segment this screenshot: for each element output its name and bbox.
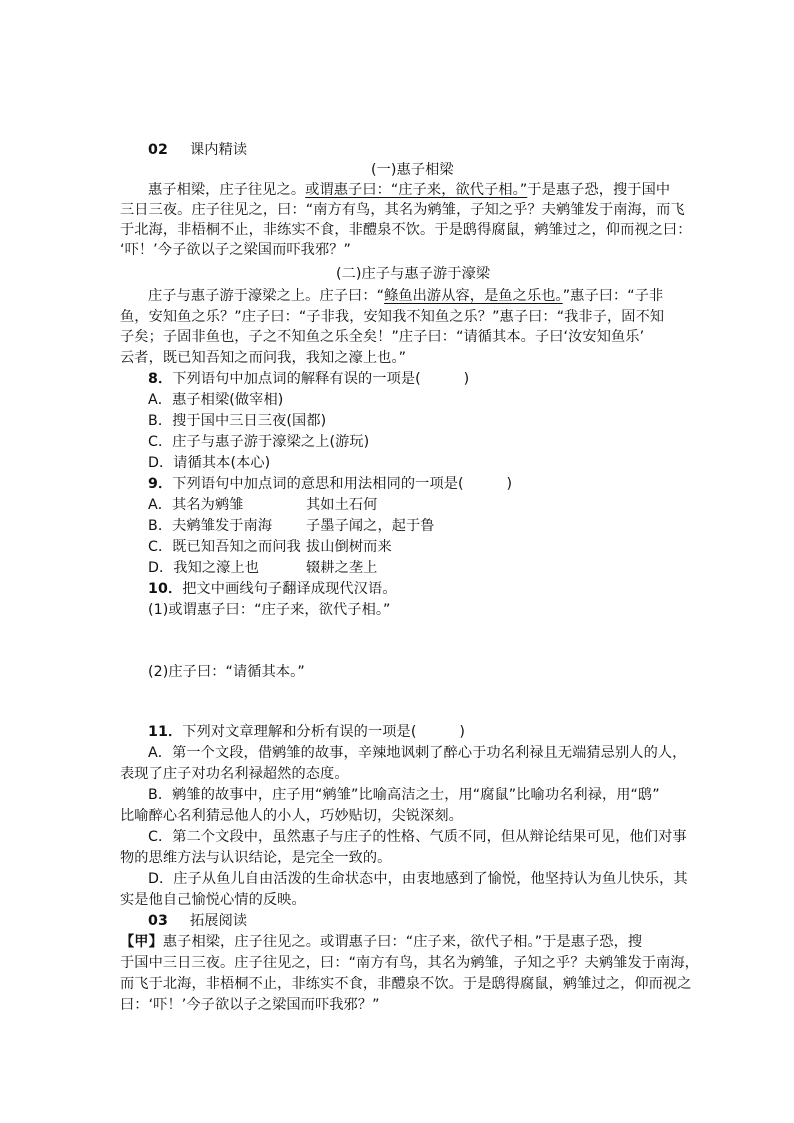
question-stem: 下列对文章理解和分析有误的一项是( ) <box>182 724 465 740</box>
option-c-compare: 拔山倒树而来 <box>306 539 392 555</box>
passage-title: (一)惠子相梁 <box>371 162 454 178</box>
underlined-sentence: 鲦鱼出游从容，是鱼之乐也。 <box>384 288 563 304</box>
question-number: 10． <box>148 581 183 597</box>
sub-question-1: (1)或谓惠子曰：“庄子来，欲代子相。” <box>148 602 391 618</box>
passage-text: 惠子相梁，庄子往见之。 <box>148 182 306 198</box>
section-title: 课内精读 <box>190 142 248 158</box>
section-number: 03 <box>148 913 168 929</box>
passage-line <box>120 932 642 952</box>
passage-line: 于北海，非梧桐不止，非练实不食，非醴泉不饮。于是鸱得腐鼠，鹓雏过之，仰而视之曰： <box>120 222 692 238</box>
passage-line: 云者，既已知吾知之而问我，我知之濠上也。” <box>120 350 407 366</box>
question-stem: 把文中画线句子翻译成现代汉语。 <box>182 581 397 597</box>
option-b: B．夫鹓雏发于南海 <box>148 518 273 534</box>
question-10 <box>148 579 397 599</box>
option-d: D．我知之濠上也 <box>148 560 260 576</box>
passage-text: ”惠子曰：“子非 <box>562 288 664 304</box>
option-a: A．第一个文段，借鹓雏的故事，辛辣地讽刺了醉心于功名利禄且无端猜忌别人的人， <box>148 745 687 761</box>
question-number: 9． <box>148 476 173 492</box>
question-11 <box>148 722 465 742</box>
passage-line <box>148 286 663 306</box>
passage-text: 于是惠子恐，搜于国中 <box>527 182 671 198</box>
question-8 <box>148 369 469 389</box>
passage-line: 曰：‘吓！’今子欲以子之梁国而吓我邪？” <box>120 997 380 1013</box>
option-b-cont: 比喻醉心名利猜忌他人的小人，巧妙贴切，尖锐深刻。 <box>120 808 463 824</box>
question-stem: 下列语句中加点词的意思和用法相同的一项是( ) <box>172 476 513 492</box>
option-b-compare: 子墨子闻之，起于鲁 <box>306 518 435 534</box>
option-c-cont: 物的思维方法与认识结论，是完全一致的。 <box>120 850 392 866</box>
question-number: 8． <box>148 371 173 387</box>
question-stem: 下列语句中加点词的解释有误的一项是( ) <box>172 371 470 387</box>
option-a: A．其名为鹓雏 <box>148 497 244 513</box>
option-d-compare: 辍耕之垄上 <box>306 560 378 576</box>
passage-title: (二)庄子与惠子游于濠梁 <box>336 266 491 282</box>
underlined-sentence: 或谓惠子曰：“庄子来，欲代子相。” <box>305 182 528 198</box>
section-title: 拓展阅读 <box>190 913 248 929</box>
option-b: B．鹓雏的故事中，庄子用“鹓雏”比喻高洁之士，用“腐鼠”比喻功名利禄，用“鸱” <box>148 787 660 803</box>
question-number: 11． <box>148 724 183 740</box>
passage-line: 三日三夜。庄子往见之，曰：“南方有鸟，其名为鹓雏，子知之乎？夫鹓雏发于南海，而飞 <box>120 202 685 218</box>
passage-line: 于国中三日三夜。庄子往见之，曰：“南方有鸟，其名为鹓雏，子知之乎？夫鹓雏发于南海， <box>120 955 699 971</box>
passage-tag: 【甲】 <box>120 934 163 950</box>
option-d-cont: 实是他自己愉悦心情的反映。 <box>120 892 306 908</box>
question-9 <box>148 474 512 494</box>
passage-text: 庄子与惠子游于濠梁之上。庄子曰：“ <box>148 288 385 304</box>
passage-line <box>148 180 670 200</box>
option-a: A．惠子相梁(做宰相) <box>148 392 284 408</box>
option-a-cont: 表现了庄子对功名利禄超然的态度。 <box>120 766 349 782</box>
passage-text: 惠子相梁，庄子往见之。或谓惠子曰：“庄子来，欲代子相。”于是惠子恐，搜 <box>162 934 643 950</box>
passage-line: 子矣；子固非鱼也，子之不知鱼之乐全矣！”庄子曰：“请循其本。子曰‘汝安知鱼乐’ <box>120 329 645 345</box>
passage-line: 鱼，安知鱼之乐？”庄子曰：“子非我，安知我不知鱼之乐？”惠子曰：“我非子，固不知 <box>120 309 665 325</box>
passage-line: ‘吓！’今子欲以子之梁国而吓我邪？” <box>120 242 351 258</box>
option-d: D．庄子从鱼儿自由活泼的生命状态中，由衷地感到了愉悦，他坚持认为鱼儿快乐，其 <box>148 871 688 887</box>
option-c: C．既已知吾知之而问我 <box>148 539 301 555</box>
passage-line: 而飞于北海，非梧桐不止，非练实不食，非醴泉不饮。于是鸱得腐鼠，鹓雏过之，仰而视之 <box>120 976 692 992</box>
option-a-compare: 其如土石何 <box>306 497 378 513</box>
section-number: 02 <box>148 142 168 158</box>
option-b: B．搜于国中三日三夜(国都) <box>148 413 327 429</box>
sub-question-2: (2)庄子曰：“请循其本。” <box>148 664 305 680</box>
option-c: C．第二个文段中，虽然惠子与庄子的性格、气质不同，但从辩论结果可见，他们对事 <box>148 829 687 845</box>
option-c: C．庄子与惠子游于濠梁之上(游玩) <box>148 434 370 450</box>
option-d: D．请循其本(本心) <box>148 455 271 471</box>
